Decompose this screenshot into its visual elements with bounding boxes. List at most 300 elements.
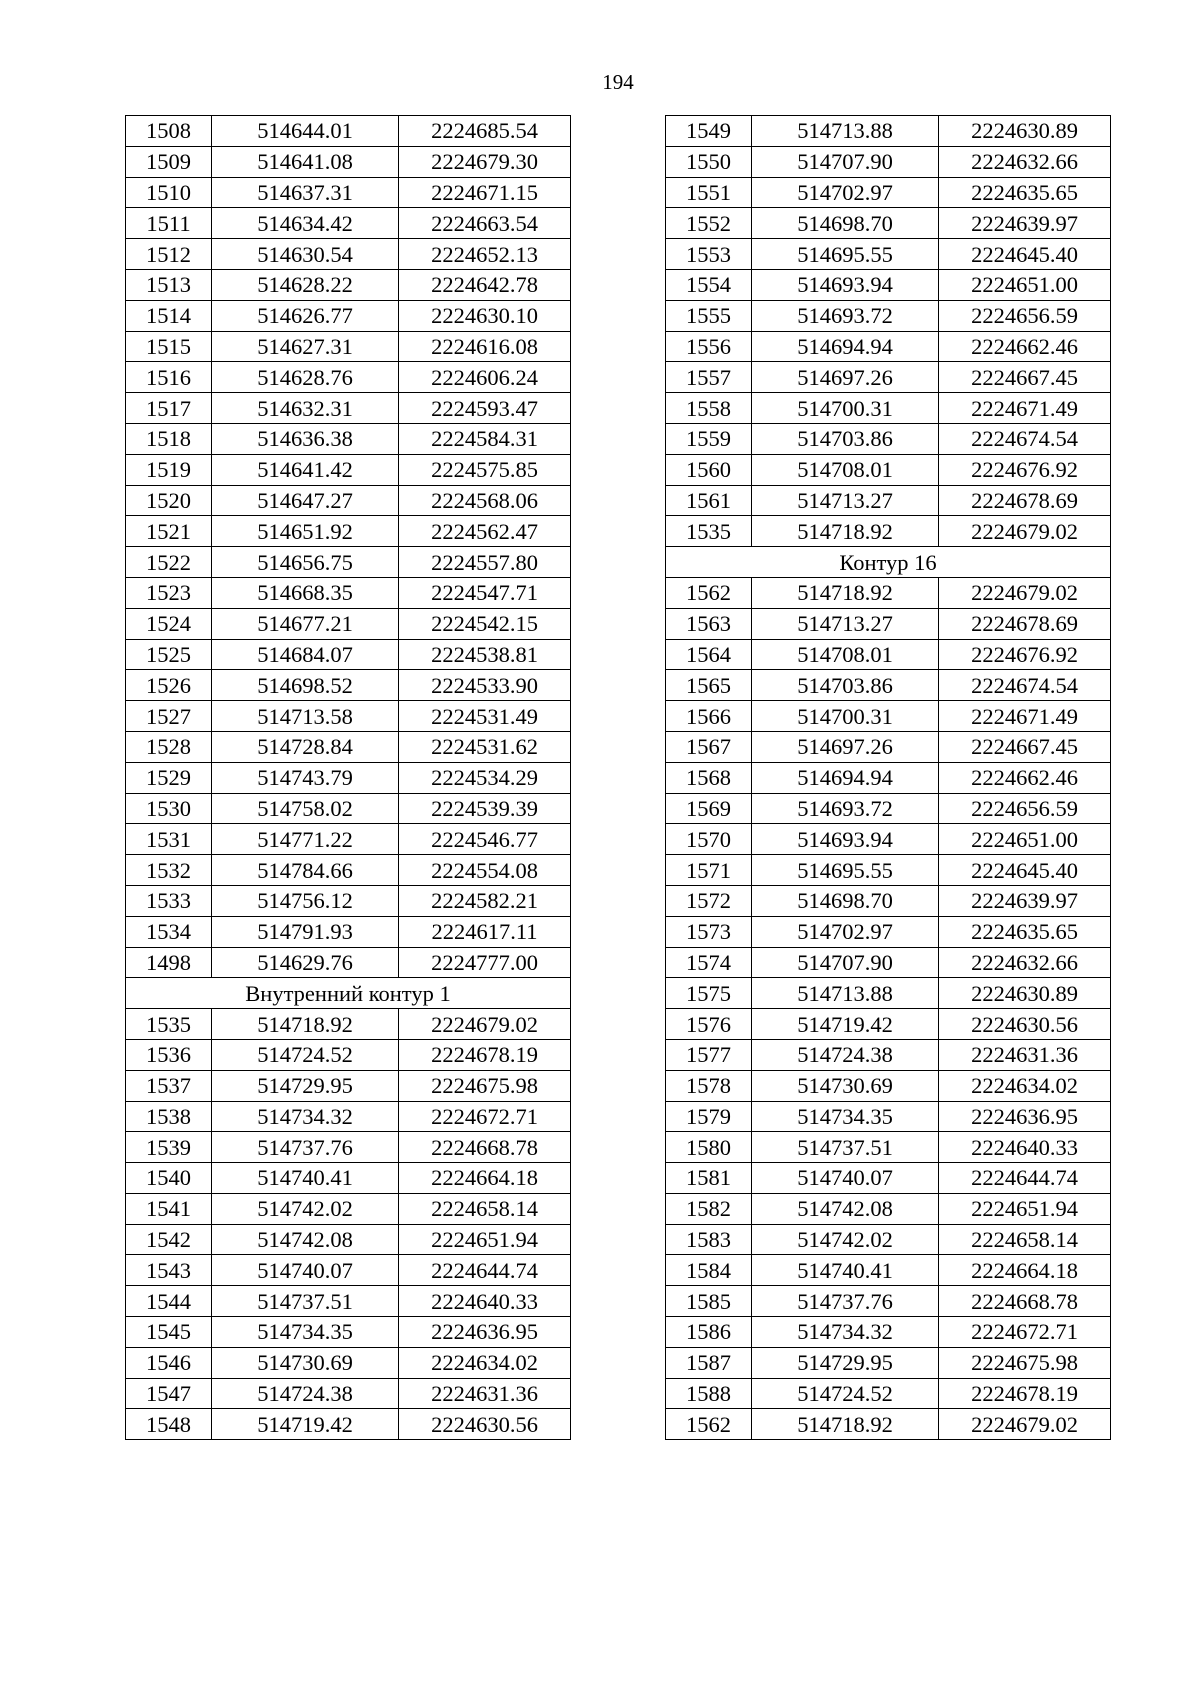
table-row [666, 239, 1111, 270]
y-coordinate-cell: 2224644.74 [939, 1163, 1111, 1194]
point-number-cell: 1574 [666, 947, 752, 978]
y-coordinate-cell: 2224635.65 [939, 177, 1111, 208]
table-row [666, 362, 1111, 393]
x-coordinate-cell: 514695.55 [752, 239, 939, 270]
table-row [666, 516, 1111, 547]
y-coordinate-cell: 2224639.97 [939, 885, 1111, 916]
x-coordinate-cell: 514742.02 [212, 1193, 399, 1224]
y-coordinate-cell: 2224678.19 [399, 1039, 571, 1070]
point-number-cell: 1570 [666, 824, 752, 855]
x-coordinate-cell: 514707.90 [752, 146, 939, 177]
y-coordinate-cell: 2224679.02 [399, 1009, 571, 1040]
point-number-cell: 1549 [666, 116, 752, 147]
point-number-cell: 1564 [666, 639, 752, 670]
x-coordinate-cell: 514700.31 [752, 701, 939, 732]
x-coordinate-cell: 514743.79 [212, 762, 399, 793]
y-coordinate-cell: 2224631.36 [939, 1039, 1111, 1070]
table-row [666, 331, 1111, 362]
point-number-cell: 1526 [126, 670, 212, 701]
table-row [666, 639, 1111, 670]
x-coordinate-cell: 514734.32 [212, 1101, 399, 1132]
x-coordinate-cell: 514708.01 [752, 639, 939, 670]
point-number-cell: 1530 [126, 793, 212, 824]
x-coordinate-cell: 514628.76 [212, 362, 399, 393]
y-coordinate-cell: 2224640.33 [399, 1286, 571, 1317]
y-coordinate-cell: 2224672.71 [939, 1317, 1111, 1348]
table-row [126, 269, 571, 300]
table-row [126, 639, 571, 670]
x-coordinate-cell: 514734.32 [752, 1317, 939, 1348]
y-coordinate-cell: 2224616.08 [399, 331, 571, 362]
table-row [666, 885, 1111, 916]
x-coordinate-cell: 514729.95 [752, 1347, 939, 1378]
table-row [666, 1193, 1111, 1224]
point-number-cell: 1577 [666, 1039, 752, 1070]
y-coordinate-cell: 2224662.46 [939, 762, 1111, 793]
table-row [666, 1224, 1111, 1255]
table-row [126, 485, 571, 516]
table-row [666, 485, 1111, 516]
point-number-cell: 1585 [666, 1286, 752, 1317]
x-coordinate-cell: 514702.97 [752, 177, 939, 208]
point-number-cell: 1516 [126, 362, 212, 393]
x-coordinate-cell: 514641.42 [212, 454, 399, 485]
x-coordinate-cell: 514637.31 [212, 177, 399, 208]
x-coordinate-cell: 514647.27 [212, 485, 399, 516]
point-number-cell: 1508 [126, 116, 212, 147]
contour-heading: Внутренний контур 1 [126, 978, 571, 1009]
table-row [666, 762, 1111, 793]
point-number-cell: 1524 [126, 608, 212, 639]
point-number-cell: 1583 [666, 1224, 752, 1255]
x-coordinate-cell: 514708.01 [752, 454, 939, 485]
x-coordinate-cell: 514784.66 [212, 855, 399, 886]
y-coordinate-cell: 2224664.18 [399, 1163, 571, 1194]
x-coordinate-cell: 514697.26 [752, 362, 939, 393]
table-row [666, 947, 1111, 978]
y-coordinate-cell: 2224538.81 [399, 639, 571, 670]
y-coordinate-cell: 2224630.56 [399, 1409, 571, 1440]
table-row [666, 577, 1111, 608]
y-coordinate-cell: 2224777.00 [399, 947, 571, 978]
table-row [126, 177, 571, 208]
x-coordinate-cell: 514693.72 [752, 300, 939, 331]
y-coordinate-cell: 2224678.69 [939, 485, 1111, 516]
table-row [126, 1132, 571, 1163]
coordinates-table-left [125, 115, 571, 1440]
x-coordinate-cell: 514634.42 [212, 208, 399, 239]
table-row [126, 423, 571, 454]
y-coordinate-cell: 2224674.54 [939, 670, 1111, 701]
point-number-cell: 1510 [126, 177, 212, 208]
table-row [666, 916, 1111, 947]
point-number-cell: 1571 [666, 855, 752, 886]
x-coordinate-cell: 514719.42 [752, 1009, 939, 1040]
point-number-cell: 1563 [666, 608, 752, 639]
y-coordinate-cell: 2224645.40 [939, 855, 1111, 886]
contour-heading-row [126, 978, 571, 1009]
y-coordinate-cell: 2224531.49 [399, 701, 571, 732]
point-number-cell: 1539 [126, 1132, 212, 1163]
table-row [126, 1286, 571, 1317]
point-number-cell: 1562 [666, 1409, 752, 1440]
point-number-cell: 1512 [126, 239, 212, 270]
x-coordinate-cell: 514724.52 [752, 1378, 939, 1409]
x-coordinate-cell: 514740.07 [212, 1255, 399, 1286]
y-coordinate-cell: 2224636.95 [399, 1317, 571, 1348]
table-row [666, 824, 1111, 855]
point-number-cell: 1534 [126, 916, 212, 947]
table-row [666, 177, 1111, 208]
point-number-cell: 1498 [126, 947, 212, 978]
point-number-cell: 1551 [666, 177, 752, 208]
table-row [666, 146, 1111, 177]
point-number-cell: 1568 [666, 762, 752, 793]
y-coordinate-cell: 2224651.94 [939, 1193, 1111, 1224]
x-coordinate-cell: 514713.58 [212, 701, 399, 732]
x-coordinate-cell: 514700.31 [752, 393, 939, 424]
point-number-cell: 1521 [126, 516, 212, 547]
x-coordinate-cell: 514724.52 [212, 1039, 399, 1070]
point-number-cell: 1523 [126, 577, 212, 608]
y-coordinate-cell: 2224671.49 [939, 393, 1111, 424]
x-coordinate-cell: 514734.35 [752, 1101, 939, 1132]
y-coordinate-cell: 2224672.71 [399, 1101, 571, 1132]
table-row [126, 1224, 571, 1255]
point-number-cell: 1517 [126, 393, 212, 424]
table-row [126, 393, 571, 424]
point-number-cell: 1542 [126, 1224, 212, 1255]
table-row [666, 1163, 1111, 1194]
y-coordinate-cell: 2224679.02 [939, 1409, 1111, 1440]
table-row [666, 1347, 1111, 1378]
y-coordinate-cell: 2224662.46 [939, 331, 1111, 362]
point-number-cell: 1557 [666, 362, 752, 393]
y-coordinate-cell: 2224651.00 [939, 824, 1111, 855]
table-row [126, 824, 571, 855]
x-coordinate-cell: 514713.27 [752, 485, 939, 516]
table-row [126, 731, 571, 762]
y-coordinate-cell: 2224630.89 [939, 978, 1111, 1009]
point-number-cell: 1528 [126, 731, 212, 762]
y-coordinate-cell: 2224539.39 [399, 793, 571, 824]
point-number-cell: 1515 [126, 331, 212, 362]
table-row [126, 1163, 571, 1194]
table-row [126, 762, 571, 793]
point-number-cell: 1518 [126, 423, 212, 454]
point-number-cell: 1579 [666, 1101, 752, 1132]
table-row [126, 516, 571, 547]
y-coordinate-cell: 2224542.15 [399, 608, 571, 639]
y-coordinate-cell: 2224630.89 [939, 116, 1111, 147]
table-row [126, 331, 571, 362]
x-coordinate-cell: 514719.42 [212, 1409, 399, 1440]
point-number-cell: 1513 [126, 269, 212, 300]
table-row [666, 1286, 1111, 1317]
table-row [126, 1347, 571, 1378]
x-coordinate-cell: 514684.07 [212, 639, 399, 670]
y-coordinate-cell: 2224635.65 [939, 916, 1111, 947]
y-coordinate-cell: 2224679.30 [399, 146, 571, 177]
table-row [666, 1255, 1111, 1286]
contour-heading: Контур 16 [666, 547, 1111, 578]
table-row [666, 1009, 1111, 1040]
table-row [126, 1409, 571, 1440]
y-coordinate-cell: 2224606.24 [399, 362, 571, 393]
x-coordinate-cell: 514698.70 [752, 208, 939, 239]
x-coordinate-cell: 514697.26 [752, 731, 939, 762]
x-coordinate-cell: 514724.38 [752, 1039, 939, 1070]
y-coordinate-cell: 2224663.54 [399, 208, 571, 239]
y-coordinate-cell: 2224656.59 [939, 300, 1111, 331]
table-row [666, 454, 1111, 485]
point-number-cell: 1550 [666, 146, 752, 177]
y-coordinate-cell: 2224668.78 [939, 1286, 1111, 1317]
y-coordinate-cell: 2224652.13 [399, 239, 571, 270]
point-number-cell: 1578 [666, 1070, 752, 1101]
x-coordinate-cell: 514632.31 [212, 393, 399, 424]
coordinates-table-right [665, 115, 1111, 1440]
table-row [126, 1039, 571, 1070]
point-number-cell: 1540 [126, 1163, 212, 1194]
table-row [126, 1193, 571, 1224]
point-number-cell: 1584 [666, 1255, 752, 1286]
y-coordinate-cell: 2224678.69 [939, 608, 1111, 639]
table-row [666, 1409, 1111, 1440]
x-coordinate-cell: 514718.92 [752, 516, 939, 547]
x-coordinate-cell: 514668.35 [212, 577, 399, 608]
point-number-cell: 1575 [666, 978, 752, 1009]
point-number-cell: 1522 [126, 547, 212, 578]
y-coordinate-cell: 2224678.19 [939, 1378, 1111, 1409]
y-coordinate-cell: 2224674.54 [939, 423, 1111, 454]
point-number-cell: 1529 [126, 762, 212, 793]
y-coordinate-cell: 2224651.94 [399, 1224, 571, 1255]
point-number-cell: 1514 [126, 300, 212, 331]
point-number-cell: 1588 [666, 1378, 752, 1409]
point-number-cell: 1545 [126, 1317, 212, 1348]
x-coordinate-cell: 514677.21 [212, 608, 399, 639]
point-number-cell: 1572 [666, 885, 752, 916]
y-coordinate-cell: 2224671.49 [939, 701, 1111, 732]
table-row [126, 300, 571, 331]
y-coordinate-cell: 2224568.06 [399, 485, 571, 516]
x-coordinate-cell: 514740.41 [752, 1255, 939, 1286]
y-coordinate-cell: 2224658.14 [399, 1193, 571, 1224]
point-number-cell: 1558 [666, 393, 752, 424]
x-coordinate-cell: 514636.38 [212, 423, 399, 454]
x-coordinate-cell: 514737.51 [212, 1286, 399, 1317]
table-row [126, 116, 571, 147]
point-number-cell: 1547 [126, 1378, 212, 1409]
table-row [126, 454, 571, 485]
table-row [126, 1009, 571, 1040]
y-coordinate-cell: 2224554.08 [399, 855, 571, 886]
x-coordinate-cell: 514627.31 [212, 331, 399, 362]
point-number-cell: 1531 [126, 824, 212, 855]
x-coordinate-cell: 514698.52 [212, 670, 399, 701]
y-coordinate-cell: 2224664.18 [939, 1255, 1111, 1286]
x-coordinate-cell: 514737.76 [752, 1286, 939, 1317]
x-coordinate-cell: 514644.01 [212, 116, 399, 147]
table-row [126, 577, 571, 608]
y-coordinate-cell: 2224658.14 [939, 1224, 1111, 1255]
x-coordinate-cell: 514656.75 [212, 547, 399, 578]
point-number-cell: 1562 [666, 577, 752, 608]
x-coordinate-cell: 514742.02 [752, 1224, 939, 1255]
table-row [126, 885, 571, 916]
point-number-cell: 1541 [126, 1193, 212, 1224]
point-number-cell: 1569 [666, 793, 752, 824]
table-row [126, 1378, 571, 1409]
table-row [666, 423, 1111, 454]
y-coordinate-cell: 2224562.47 [399, 516, 571, 547]
y-coordinate-cell: 2224679.02 [939, 516, 1111, 547]
page-number: 194 [602, 70, 634, 94]
point-number-cell: 1533 [126, 885, 212, 916]
table-row [126, 1255, 571, 1286]
point-number-cell: 1546 [126, 1347, 212, 1378]
table-row [666, 116, 1111, 147]
x-coordinate-cell: 514718.92 [752, 1409, 939, 1440]
point-number-cell: 1580 [666, 1132, 752, 1163]
x-coordinate-cell: 514703.86 [752, 423, 939, 454]
y-coordinate-cell: 2224630.10 [399, 300, 571, 331]
y-coordinate-cell: 2224634.02 [939, 1070, 1111, 1101]
y-coordinate-cell: 2224630.56 [939, 1009, 1111, 1040]
y-coordinate-cell: 2224546.77 [399, 824, 571, 855]
point-number-cell: 1576 [666, 1009, 752, 1040]
x-coordinate-cell: 514695.55 [752, 855, 939, 886]
y-coordinate-cell: 2224634.02 [399, 1347, 571, 1378]
table-row [126, 547, 571, 578]
x-coordinate-cell: 514641.08 [212, 146, 399, 177]
y-coordinate-cell: 2224632.66 [939, 947, 1111, 978]
point-number-cell: 1548 [126, 1409, 212, 1440]
table-row [126, 146, 571, 177]
y-coordinate-cell: 2224667.45 [939, 362, 1111, 393]
point-number-cell: 1538 [126, 1101, 212, 1132]
y-coordinate-cell: 2224679.02 [939, 577, 1111, 608]
point-number-cell: 1532 [126, 855, 212, 886]
table-row [126, 701, 571, 732]
y-coordinate-cell: 2224642.78 [399, 269, 571, 300]
y-coordinate-cell: 2224651.00 [939, 269, 1111, 300]
point-number-cell: 1561 [666, 485, 752, 516]
point-number-cell: 1582 [666, 1193, 752, 1224]
table-row [666, 978, 1111, 1009]
point-number-cell: 1587 [666, 1347, 752, 1378]
x-coordinate-cell: 514693.72 [752, 793, 939, 824]
table-row [126, 1317, 571, 1348]
table-row [126, 670, 571, 701]
x-coordinate-cell: 514718.92 [752, 577, 939, 608]
point-number-cell: 1556 [666, 331, 752, 362]
x-coordinate-cell: 514758.02 [212, 793, 399, 824]
x-coordinate-cell: 514756.12 [212, 885, 399, 916]
table-row [666, 208, 1111, 239]
y-coordinate-cell: 2224636.95 [939, 1101, 1111, 1132]
x-coordinate-cell: 514742.08 [752, 1193, 939, 1224]
point-number-cell: 1520 [126, 485, 212, 516]
y-coordinate-cell: 2224639.97 [939, 208, 1111, 239]
table-row [666, 670, 1111, 701]
table-row [126, 916, 571, 947]
x-coordinate-cell: 514628.22 [212, 269, 399, 300]
x-coordinate-cell: 514742.08 [212, 1224, 399, 1255]
x-coordinate-cell: 514651.92 [212, 516, 399, 547]
table-row [666, 1378, 1111, 1409]
y-coordinate-cell: 2224671.15 [399, 177, 571, 208]
x-coordinate-cell: 514703.86 [752, 670, 939, 701]
x-coordinate-cell: 514791.93 [212, 916, 399, 947]
point-number-cell: 1567 [666, 731, 752, 762]
table-row [126, 239, 571, 270]
point-number-cell: 1543 [126, 1255, 212, 1286]
table-row [666, 793, 1111, 824]
x-coordinate-cell: 514737.76 [212, 1132, 399, 1163]
y-coordinate-cell: 2224534.29 [399, 762, 571, 793]
y-coordinate-cell: 2224593.47 [399, 393, 571, 424]
x-coordinate-cell: 514740.41 [212, 1163, 399, 1194]
table-row [666, 731, 1111, 762]
contour-heading-row [666, 547, 1111, 578]
x-coordinate-cell: 514730.69 [212, 1347, 399, 1378]
point-number-cell: 1555 [666, 300, 752, 331]
x-coordinate-cell: 514713.88 [752, 978, 939, 1009]
coordinates-table-body [666, 116, 1111, 1440]
point-number-cell: 1559 [666, 423, 752, 454]
y-coordinate-cell: 2224531.62 [399, 731, 571, 762]
y-coordinate-cell: 2224675.98 [939, 1347, 1111, 1378]
table-row [666, 1070, 1111, 1101]
table-row [666, 1317, 1111, 1348]
x-coordinate-cell: 514740.07 [752, 1163, 939, 1194]
point-number-cell: 1509 [126, 146, 212, 177]
table-row [666, 701, 1111, 732]
y-coordinate-cell: 2224632.66 [939, 146, 1111, 177]
x-coordinate-cell: 514629.76 [212, 947, 399, 978]
table-row [666, 269, 1111, 300]
table-row [126, 208, 571, 239]
table-row [126, 793, 571, 824]
table-row [126, 362, 571, 393]
y-coordinate-cell: 2224547.71 [399, 577, 571, 608]
x-coordinate-cell: 514730.69 [752, 1070, 939, 1101]
x-coordinate-cell: 514728.84 [212, 731, 399, 762]
y-coordinate-cell: 2224617.11 [399, 916, 571, 947]
y-coordinate-cell: 2224644.74 [399, 1255, 571, 1286]
x-coordinate-cell: 514693.94 [752, 824, 939, 855]
y-coordinate-cell: 2224675.98 [399, 1070, 571, 1101]
y-coordinate-cell: 2224667.45 [939, 731, 1111, 762]
point-number-cell: 1527 [126, 701, 212, 732]
y-coordinate-cell: 2224645.40 [939, 239, 1111, 270]
point-number-cell: 1586 [666, 1317, 752, 1348]
point-number-cell: 1573 [666, 916, 752, 947]
point-number-cell: 1554 [666, 269, 752, 300]
x-coordinate-cell: 514718.92 [212, 1009, 399, 1040]
point-number-cell: 1519 [126, 454, 212, 485]
x-coordinate-cell: 514694.94 [752, 762, 939, 793]
y-coordinate-cell: 2224584.31 [399, 423, 571, 454]
y-coordinate-cell: 2224631.36 [399, 1378, 571, 1409]
point-number-cell: 1566 [666, 701, 752, 732]
point-number-cell: 1544 [126, 1286, 212, 1317]
y-coordinate-cell: 2224676.92 [939, 639, 1111, 670]
y-coordinate-cell: 2224668.78 [399, 1132, 571, 1163]
y-coordinate-cell: 2224640.33 [939, 1132, 1111, 1163]
